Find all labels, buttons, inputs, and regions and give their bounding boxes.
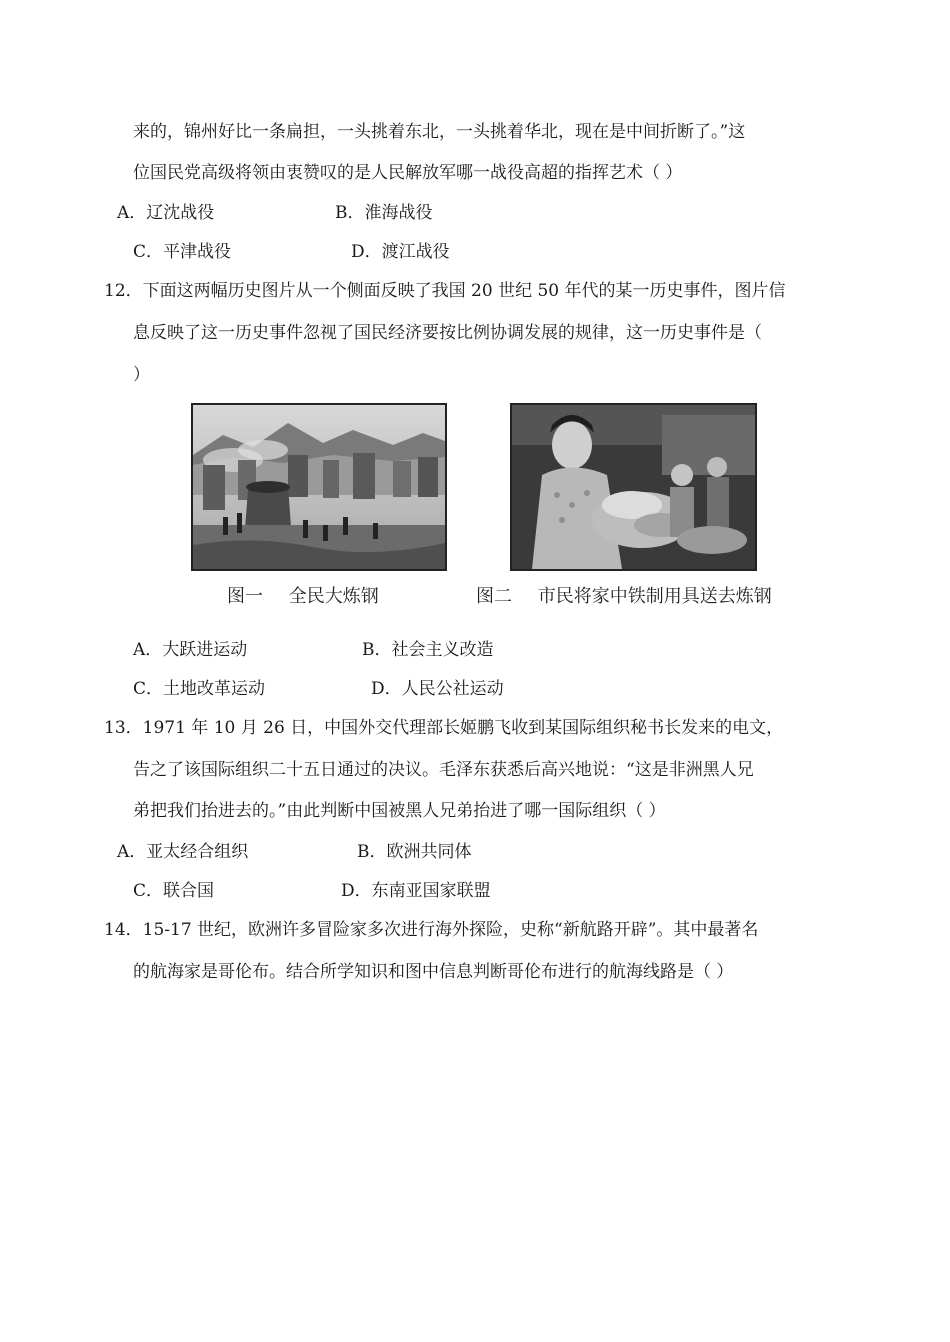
- q13-line-1: 13．1971 年 10 月 26 日，中国外交代理部长姬鹏飞收到某国际组织秘书长发来的电文，: [104, 718, 784, 738]
- q13-option-a: A．亚太经合组织: [117, 842, 249, 862]
- q13-option-d: D．东南亚国家联盟: [341, 881, 491, 901]
- q14-line-1: 14．15-17 世纪，欧洲许多冒险家多次进行海外探险，史称“新航路开辟”。其中最著名: [104, 920, 759, 940]
- q12-option-a: A．大跃进运动: [133, 640, 248, 660]
- q11-option-d: D．渡江战役: [351, 242, 450, 262]
- q11-option-c: C．平津战役: [133, 242, 232, 262]
- photo-steelmaking-image: [193, 405, 445, 569]
- q12-line-2: 息反映了这一历史事件忽视了国民经济要按比例协调发展的规律，这一历史事件是（: [133, 323, 762, 343]
- photo-citizens-iron: [510, 403, 757, 571]
- q14-line-2: 的航海家是哥伦布。结合所学知识和图中信息判断哥伦布进行的航海线路是（ ）: [133, 962, 734, 982]
- figure-2-caption: [476, 582, 772, 608]
- q13-option-b: B．欧洲共同体: [357, 842, 472, 862]
- q12-line-3: ）: [133, 365, 150, 385]
- q12-option-c: C．土地改革运动: [133, 679, 266, 699]
- q13-line-3: 弟把我们抬进去的。”由此判断中国被黑人兄弟抬进了哪一国际组织（ ）: [133, 801, 666, 821]
- figure-2-label: 图二: [476, 586, 512, 607]
- figure-1-title: 全民大炼钢: [288, 586, 379, 607]
- q12-line-1: 12．下面这两幅历史图片从一个侧面反映了我国 20 世纪 50 年代的某一历史事件，图片信: [104, 281, 786, 301]
- photo-citizens-iron-image: [512, 405, 755, 569]
- q11-line-2: 位国民党高级将领由衷赞叹的是人民解放军哪一战役高超的指挥艺术（ ）: [133, 163, 683, 183]
- q11-option-a: A．辽沈战役: [117, 203, 215, 223]
- q13-line-2: 告之了该国际组织二十五日通过的决议。毛泽东获悉后高兴地说：“这是非洲黑人兄: [133, 760, 754, 780]
- photo-steelmaking: [191, 403, 447, 571]
- figure-1-label: 图一: [227, 586, 263, 607]
- q11-line-1: 来的，锦州好比一条扁担，一头挑着东北，一头挑着华北，现在是中间折断了。”这: [133, 122, 746, 142]
- q12-option-b: B．社会主义改造: [362, 640, 494, 660]
- figure-2-title: 市民将家中铁制用具送去炼钢: [537, 586, 772, 607]
- q12-option-d: D．人民公社运动: [371, 679, 504, 699]
- figure-1-caption: [227, 582, 379, 608]
- q11-option-b: B．淮海战役: [335, 203, 433, 223]
- q13-option-c: C．联合国: [133, 881, 215, 901]
